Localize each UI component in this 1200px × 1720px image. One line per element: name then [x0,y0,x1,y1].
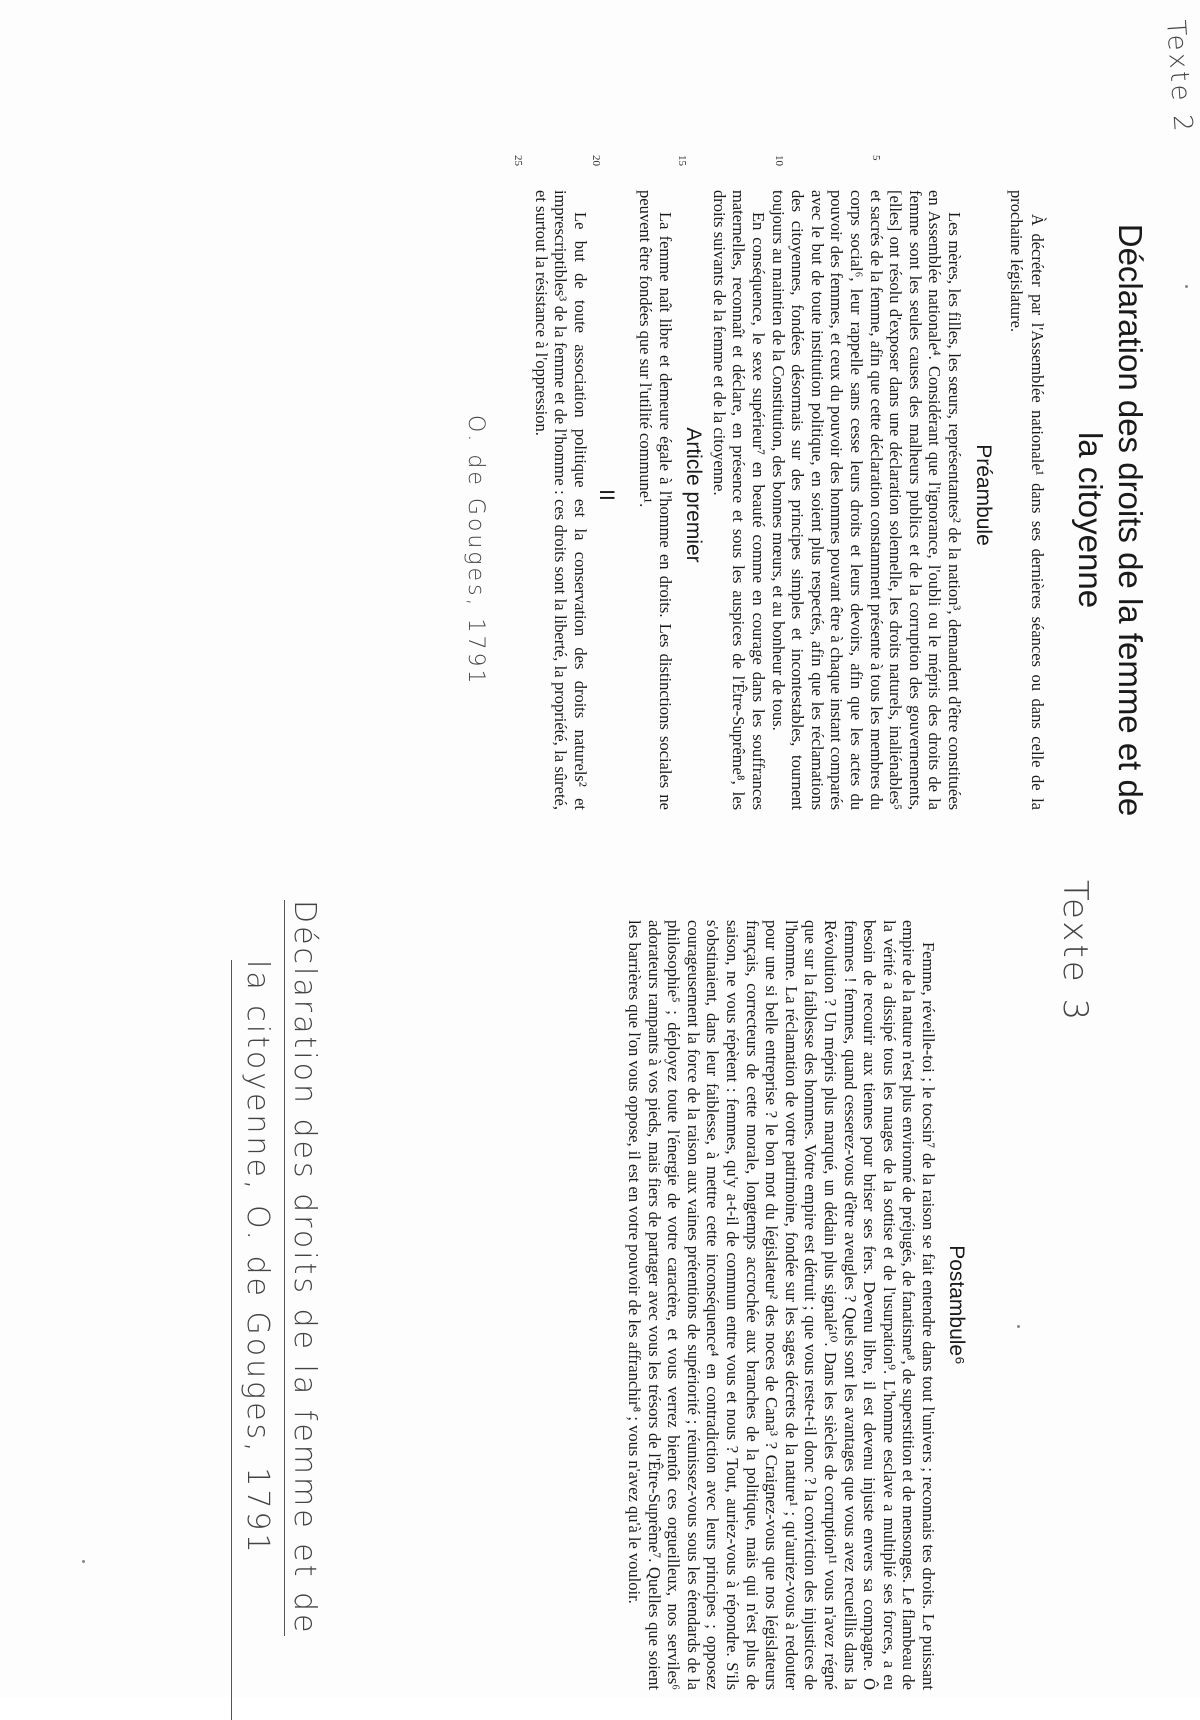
preambule-title: Préambule [972,444,995,546]
preambule-body [709,190,964,810]
article-2-title: II [595,489,618,501]
article-1-title: Article premier [682,427,705,563]
scan-speck [1017,1325,1020,1328]
document-title: Déclaration des droits de la femme et de la citoyenne [1072,223,1149,817]
postambule-title: Postambule⁶ [945,1245,968,1365]
preambule-paragraph: En conséquence, le sexe supérieur⁷ en beauté comme en courage dans les souffrances maternelles, reconnaît et déclare, en présence et sous les auspices de l'Être-Suprême⁸, les droits suivants de la femme et de la citoyenne. [709,190,769,810]
handwritten-source-line-2: la citoyenne, O. de Gouges, 1791 [240,960,275,1556]
article-1-body [636,190,675,810]
handwritten-signature-left: O. de Gouges, 1791 [463,415,488,687]
scan-speck [82,1560,85,1563]
handwritten-tag-left: Texte 2 [1160,19,1198,136]
article-2-body [531,190,590,810]
line-number: 15 [676,155,688,166]
handwritten-source-line-1: Déclaration des droits de la femme et de [284,900,322,1636]
line-number: 20 [590,155,602,166]
line-number: 10 [773,155,785,166]
line-number: 5 [870,155,882,161]
line-number: 25 [512,155,524,166]
article-2-paragraph: Le but de toute association politique est la conservation des droits naturels² et imprescriptibles³ de la femme et de l'homme : ces droits sont la liberté, la propriété, la sûreté, et surtout la résistance à l'oppression. [531,190,590,810]
scan-speck [1185,285,1188,288]
preambule-paragraph: Les mères, les filles, les sœurs, représentantes² de la nation³, demandent d'être constituées en Assemblée nationale⁴. Considérant que l'ignorance, l'oubli ou le mépris des droits de la femme sont les seules causes des malheurs publics et de la corruption des gouvernements, [elles] ont résolu d'exposer dans une déclaration solennelle, les droits naturels, inaliénables⁵ et sacrés de la femme, afin que cette déclaration constamment présente à tous les membres du corps social⁶, leur rappelle sans cesse leurs droits et leurs devoirs, afin que les actes du pouvoir des femmes, et ceux du pouvoir des hommes pouvant être à chaque instant comparés avec le but de toute institution politique, en soient plus respectés, afin que les réclamations des citoyennes, fondées désormais sur des principes simples et incontestables, tournent toujours au maintien de la Constitution, des bonnes mœurs, et au bonheur de tous. [768,190,964,810]
article-1-paragraph: La femme naît libre et demeure égale à l'homme en droits. Les distinctions sociales ne peuvent être fondées que sur l'utilité commune¹. [636,190,675,810]
postambule-paragraph: Femme, réveille-toi ; le tocsin⁷ de la raison se fait entendre dans tout l'univers ; reconnais tes droits. Le puissant empire de la nature n'est plus environné de préjugés, de fanatisme⁸, de superstition et de mensonges. Le flambeau de la vérité a dissipé tous les nuages de la sottise et de l'usurpation⁹. L'homme esclave a multiplié ses forces, a eu besoin de recourir aux tiennes pour briser ses fers. Devenu libre, il est devenu injuste envers sa compagne. Ô femmes ! femmes, quand cesserez-vous d'être aveugles ? Quels sont les avantages que vous avez recueillis dans la Révolution ? Un mépris plus marqué, un dédain plus signalé¹⁰. Dans les siècles de corruption¹¹ vous n'avez régné que sur la faiblesse des hommes. Votre empire est détruit ; que vous reste-t-il donc ? la conviction des injustices de l'homme. La réclamation de votre patrimoine, fondée sur les sages décrets de la nature¹ ; qu'auriez-vous à redouter pour une si belle entreprise ? le bon mot du législateur² des noces de Cana³ ? Craignez-vous que nos législateurs français, correcteurs de cette morale, longtemps accrochée aux branches de la politique, mais qui n'est plus de saison, ne vous répètent : femmes, qu'y a-t-il de commun entre vous et nous ? Tout, auriez-vous à répondre. S'ils s'obstinaient, dans leur faiblesse, à mettre cette inconséquence⁴ en contradiction avec leurs principes ; opposez courageusement la force de la raison aux vaines prétentions de supériorité ; réunissez-vous sous les étendards de la philosophie⁵ ; déployez toute l'énergie de votre caractère, et vous verrez bientôt ces orgueilleux, nos serviles⁶ adorateurs rampants à vos pieds, mais fiers de partager avec vous les trésors de l'Être-Suprême⁷. Quelles que soient les barrières que l'on vous oppose, il est en votre pouvoir de les affranchir⁸ ; vous n'avez qu'à le vouloir. [625,920,938,1690]
intro-text: À décréter par l'Assemblée nationale¹ dans ses dernières séances ou dans celle de la prochaine législature. [1007,190,1047,810]
handwritten-underline [231,960,232,1720]
handwritten-tag-right: Texte 3 [1055,880,1095,1024]
postambule-body [625,920,939,1690]
